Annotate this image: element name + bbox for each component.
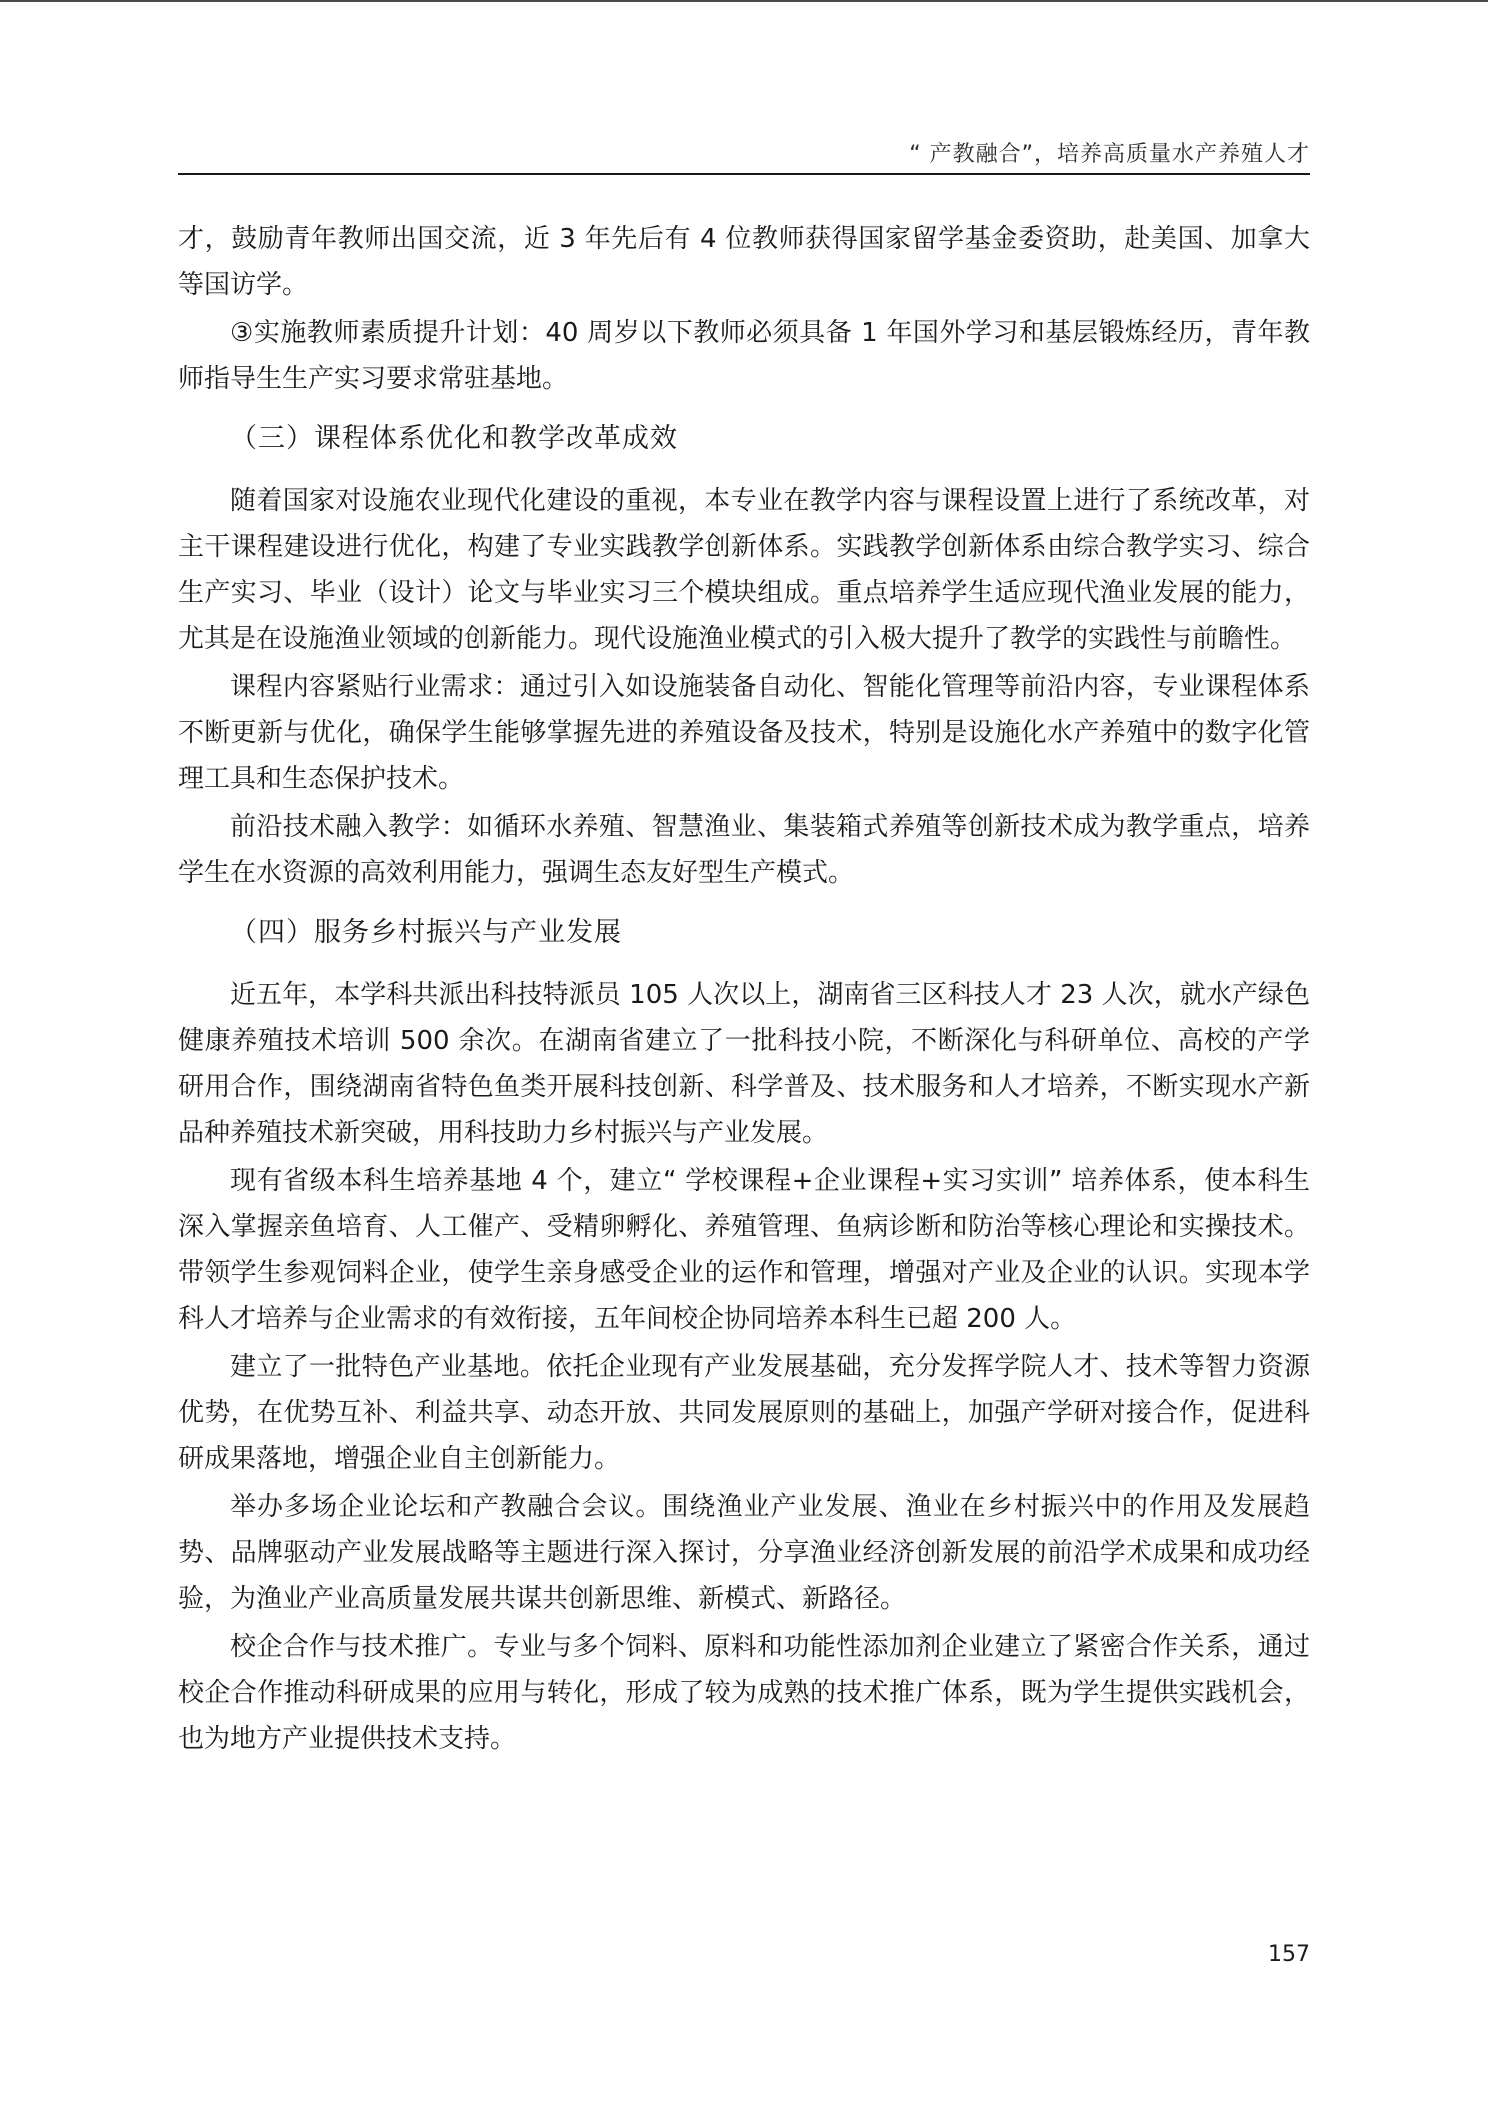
paragraph-continuation: 才，鼓励青年教师出国交流，近 3 年先后有 4 位教师获得国家留学基金委资助，赴美国、加拿大等国访学。 bbox=[178, 224, 1310, 300]
paragraph-frontier-tech: 前沿技术融入教学：如循环水养殖、智慧渔业、集装箱式养殖等创新技术成为教学重点，培养学生在水资源的高效利用能力，强调生态友好型生产模式。 bbox=[178, 812, 1310, 888]
paragraph-industry-bases: 建立了一批特色产业基地。依托企业现有产业发展基础，充分发挥学院人才、技术等智力资源优势，在优势互补、利益共享、动态开放、共同发展原则的基础上，加强产学研对接合作，促进科研成果落地，增强企业自主创新能力。 bbox=[178, 1352, 1310, 1474]
paragraph-tech-commissioners: 近五年，本学科共派出科技特派员 105 人次以上，湖南省三区科技人才 23 人次，就水产绿色健康养殖技术培训 500 余次。在湖南省建立了一批科技小院，不断深化与科研单位、高校的产学研用合作，围绕湖南省特色鱼类开展科技创新、科学普及、技术服务和人才培养，不断实现水产新品种养殖技术新突破，用科技助力乡村振兴与产业发展。 bbox=[178, 980, 1310, 1148]
paragraph-teacher-plan: ③实施教师素质提升计划：40 周岁以下教师必须具备 1 年国外学习和基层锻炼经历，青年教师指导生生产实习要求常驻基地。 bbox=[178, 318, 1310, 394]
section-heading-curriculum: （三）课程体系优化和教学改革成效 bbox=[230, 423, 678, 454]
section-heading-rural-revitalization: （四）服务乡村振兴与产业发展 bbox=[230, 917, 622, 948]
header-rule bbox=[178, 173, 1310, 175]
paragraph-curriculum-reform: 随着国家对设施农业现代化建设的重视，本专业在教学内容与课程设置上进行了系统改革，对主干课程建设进行优化，构建了专业实践教学创新体系。实践教学创新体系由综合教学实习、综合生产实习、毕业（设计）论文与毕业实习三个模块组成。重点培养学生适应现代渔业发展的能力，尤其是在设施渔业领域的创新能力。现代设施渔业模式的引入极大提升了教学的实践性与前瞻性。 bbox=[178, 486, 1310, 654]
paragraph-course-content: 课程内容紧贴行业需求：通过引入如设施装备自动化、智能化管理等前沿内容，专业课程体系不断更新与优化，确保学生能够掌握先进的养殖设备及技术，特别是设施化水产养殖中的数字化管理工具和生态保护技术。 bbox=[178, 672, 1310, 794]
paragraph-training-bases: 现有省级本科生培养基地 4 个，建立“ 学校课程+企业课程+实习实训” 培养体系，使本科生深入掌握亲鱼培育、人工催产、受精卵孵化、养殖管理、鱼病诊断和防治等核心理论和实操技术。带领学生参观饲料企业，使学生亲身感受企业的运作和管理，增强对产业及企业的认识。实现本学科人才培养与企业需求的有效衔接，五年间校企协同培养本科生已超 200 人。 bbox=[178, 1166, 1310, 1334]
paragraph-cooperation: 校企合作与技术推广。专业与多个饲料、原料和功能性添加剂企业建立了紧密合作关系，通过校企合作推动科研成果的应用与转化，形成了较为成熟的技术推广体系，既为学生提供实践机会，也为地方产业提供技术支持。 bbox=[178, 1632, 1310, 1754]
running-header: “ 产教融合”，培养高质量水产养殖人才 bbox=[909, 142, 1310, 167]
body-text bbox=[178, 216, 1310, 1764]
page-top-border bbox=[0, 0, 1488, 2]
page-number: 157 bbox=[1268, 1942, 1310, 1967]
paragraph-forums: 举办多场企业论坛和产教融合会议。围绕渔业产业发展、渔业在乡村振兴中的作用及发展趋势、品牌驱动产业发展战略等主题进行深入探讨，分享渔业经济创新发展的前沿学术成果和成功经验，为渔业产业高质量发展共谋共创新思维、新模式、新路径。 bbox=[178, 1492, 1310, 1614]
